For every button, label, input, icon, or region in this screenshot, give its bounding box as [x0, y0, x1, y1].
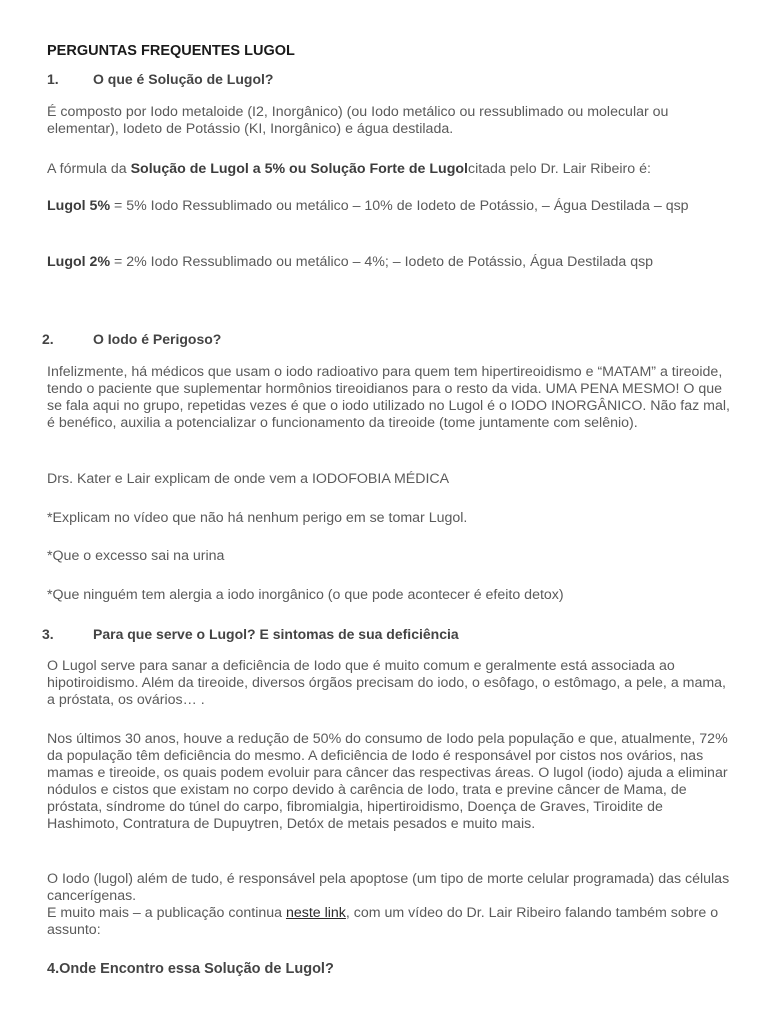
- question-3-number: 3.: [42, 626, 54, 642]
- neste-link[interactable]: neste link: [285, 905, 346, 921]
- question-1-text: O que é Solução de Lugol?: [93, 71, 274, 87]
- question-2-heading: [42, 331, 727, 348]
- q2-paragraph-iodofobia: Drs. Kater e Lair explicam de onde vem a IODOFOBIA MÉDICA: [47, 471, 450, 487]
- q1-formula-post: citada pelo Dr. Lair Ribeiro é:: [467, 161, 651, 177]
- q2-paragraph-radioactive: Infelizmente, há médicos que usam o iodo radioativo para quem tem hipertireoidismo e “MATAM” a tireoide, tendo o paciente que suplementar hormônios tireoidianos para o resto da vida. UMA PENA MESMO! O que se fala aqui no grupo, repetidas vezes é que o iodo utilizado no Lugol é o IODO INORGÂNICO. Não faz mal, é benéfico, auxilia a potencializar o funcionamento da tireoide (tome juntamente com selênio).: [47, 364, 730, 431]
- question-4-heading: 4.Onde Encontro essa Solução de Lugol?: [47, 961, 334, 977]
- question-1-heading: [47, 71, 732, 88]
- q3-more-post: , com um vídeo do Dr. Lair Ribeiro falando também sobre o assunto:: [47, 905, 719, 938]
- q3-paragraph-purpose: O Lugol serve para sanar a deficiência de Iodo que é muito comum e geralmente está associada ao hipotiroidismo. Além da tireoide, diversos órgãos precisam do iodo, o esôfago, o estômago, a pele, a mama, a próstata, os ovários… .: [47, 658, 727, 708]
- q2-bullet-video: *Explicam no vídeo que não há nenhum perigo em se tomar Lugol.: [47, 510, 468, 526]
- lugol-2-label: Lugol 2%: [47, 254, 111, 270]
- question-3-heading: [42, 626, 727, 643]
- question-2-text: O Iodo é Perigoso?: [93, 331, 222, 347]
- page-title: PERGUNTAS FREQUENTES LUGOL: [47, 43, 295, 59]
- question-3-text: Para que serve o Lugol? E sintomas de sua deficiência: [93, 626, 459, 642]
- q1-formula-bold: Solução de Lugol a 5% ou Solução Forte de Lugol: [130, 161, 468, 177]
- q1-paragraph-formula: [47, 161, 732, 178]
- q3-paragraph-apoptosis: [47, 871, 732, 939]
- lugol-2-text: = 2% Iodo Ressublimado ou metálico – 4%; – Iodeto de Potássio, Água Destilada qsp: [110, 254, 654, 270]
- lugol-5-text: = 5% Iodo Ressublimado ou metálico – 10% de Iodeto de Potássio, – Água Destilada – qsp: [110, 198, 689, 214]
- q2-bullet-allergy: *Que ninguém tem alergia a iodo inorgânico (o que pode acontecer é efeito detox): [47, 587, 564, 603]
- q2-bullet-urine: *Que o excesso sai na urina: [47, 548, 225, 564]
- q1-paragraph-lugol-2: [47, 254, 732, 271]
- question-2-number: 2.: [42, 331, 54, 347]
- q3-paragraph-deficiency: Nos últimos 30 anos, houve a redução de 50% do consumo de Iodo pela população e que, atualmente, 72% da população têm deficiência do mesmo. A deficiência de Iodo é responsável por cistos nos ovários, nas mamas e tireoide, os quais podem evoluir para câncer das respectivas áreas. O lugol (iodo) ajuda a eliminar nódulos e cistos que existam no corpo devido à carência de Iodo, trata e previne câncer de Mama, de próstata, síndrome do túnel do carpo, fibromialgia, hipertiroidismo, Doença de Graves, Tiroidite de Hashimoto, Contratura de Dupuytren, Detóx de metais pesados e muito mais.: [47, 731, 728, 832]
- q3-apoptosis-text: O Iodo (lugol) além de tudo, é responsável pela apoptose (um tipo de morte celular programada) das células cancerígenas.: [47, 871, 730, 904]
- q3-more-pre: E muito mais – a publicação continua: [47, 905, 286, 921]
- question-1-number: 1.: [47, 71, 59, 87]
- q1-paragraph-composition: É composto por Iodo metaloide (I2, Inorgânico) (ou Iodo metálico ou ressublimado ou molecular ou elementar), Iodeto de Potássio (KI, Inorgânico) e água destilada.: [47, 104, 669, 137]
- q1-paragraph-lugol-5: [47, 198, 732, 215]
- lugol-5-label: Lugol 5%: [47, 198, 111, 214]
- q1-formula-pre: A fórmula da: [47, 161, 131, 177]
